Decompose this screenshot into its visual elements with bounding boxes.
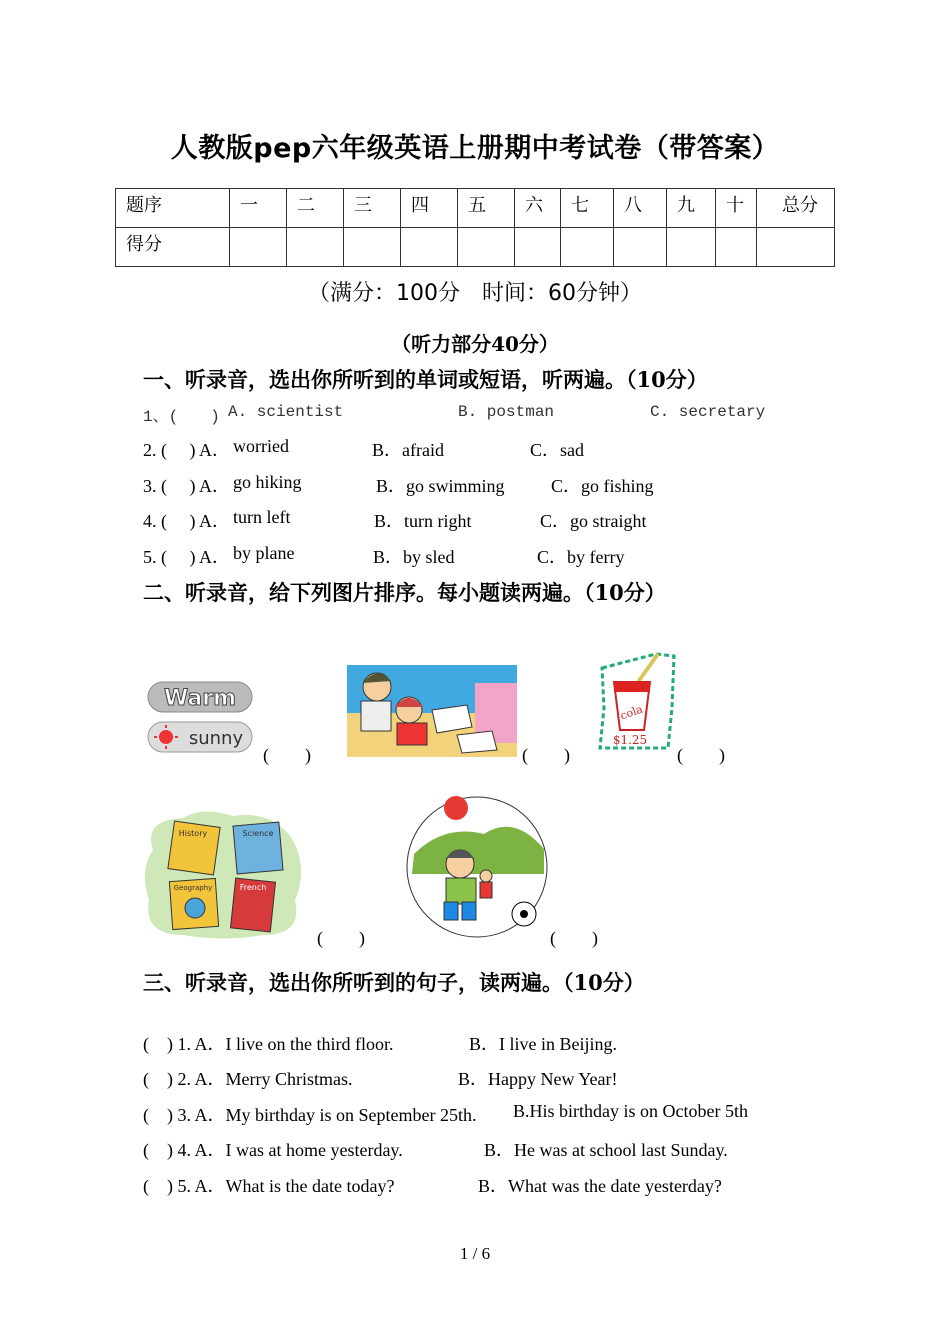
q2-option-c: C．sad [530, 440, 584, 460]
table-cell: 一 [230, 189, 287, 228]
cola-label: cola [618, 702, 645, 723]
q5-option-c: C．by ferry [537, 547, 625, 567]
q5-option-b: B．by sled [373, 547, 455, 567]
s3-q4-option-b: B．He was at school last Sunday. [484, 1140, 728, 1160]
score-table [115, 188, 835, 267]
s3-q3-option-a: ( ) 3. A．My birthday is on September 25th. [143, 1105, 477, 1125]
table-cell: 七 [561, 189, 614, 228]
book-history-label: History [178, 829, 208, 838]
q1-number: 1、( ) [143, 408, 220, 426]
price-label: $1.25 [612, 733, 648, 747]
q5-number: 5. ( ) A． [143, 547, 230, 567]
score-cell[interactable] [614, 228, 667, 267]
q3-number: 3. ( ) A． [143, 476, 230, 496]
score-cell[interactable] [458, 228, 515, 267]
q4-option-c: C．go straight [540, 511, 647, 531]
section-2-title: 二、听录音，给下列图片排序。每小题读两遍。（10分） [143, 580, 666, 605]
s3-q2-option-a: ( ) 2. A．Merry Christmas. [143, 1069, 353, 1089]
section-3-title: 三、听录音，选出你所听到的句子，读两遍。（10分） [143, 970, 645, 995]
sunny-label: sunny [188, 728, 244, 749]
score-cell[interactable] [561, 228, 614, 267]
s3-q4-option-a: ( ) 4. A．I was at home yesterday. [143, 1140, 403, 1160]
page-title: 人教版pep六年级英语上册期中考试卷（带答案） [170, 133, 780, 164]
q5-option-a: by plane [233, 543, 295, 563]
q4-option-b: B．turn right [374, 511, 472, 531]
cola-picture [596, 648, 680, 752]
q1-option-c: C. secretary [650, 403, 766, 421]
listening-header: （听力部分40分） [391, 332, 559, 356]
q1-option-b: B. postman [458, 403, 555, 421]
answer-blank[interactable]: ( ) [522, 745, 570, 765]
page-number: 1 / 6 [459, 1244, 491, 1263]
q2-number: 2. ( ) A． [143, 440, 230, 460]
q4-number: 4. ( ) A． [143, 511, 230, 531]
score-cell[interactable] [716, 228, 757, 267]
warm-label: Warm [163, 686, 237, 711]
table-cell: 三 [344, 189, 401, 228]
exam-meta: （满分：100分 时间：60分钟） [308, 281, 642, 306]
boy-playing-football-picture [404, 794, 550, 940]
score-cell[interactable] [287, 228, 344, 267]
answer-blank[interactable]: ( ) [263, 745, 311, 765]
table-cell: 二 [287, 189, 344, 228]
score-cell[interactable] [667, 228, 716, 267]
table-row [116, 189, 835, 228]
q2-option-a: worried [233, 436, 289, 456]
table-cell: 六 [515, 189, 561, 228]
q3-option-c: C．go fishing [551, 476, 654, 496]
score-cell[interactable] [401, 228, 458, 267]
score-cell[interactable] [757, 228, 835, 267]
table-cell: 十 [716, 189, 757, 228]
q3-option-b: B．go swimming [376, 476, 505, 496]
section-1-title: 一、听录音，选出你所听到的单词或短语，听两遍。（10分） [143, 367, 708, 392]
school-books-picture [143, 810, 303, 940]
table-cell: 八 [614, 189, 667, 228]
book-geography-label: Geography [173, 884, 213, 892]
answer-blank[interactable]: ( ) [677, 745, 725, 765]
score-cell[interactable] [344, 228, 401, 267]
q1-option-a: A. scientist [228, 403, 344, 421]
table-cell: 四 [401, 189, 458, 228]
s3-q5-option-b: B．What was the date yesterday? [478, 1176, 722, 1196]
weather-labels-picture [146, 680, 258, 758]
book-french-label: French [239, 883, 267, 892]
s3-q1-option-b: B．I live in Beijing. [469, 1034, 617, 1054]
q3-option-a: go hiking [233, 472, 302, 492]
score-cell[interactable] [230, 228, 287, 267]
answer-blank[interactable]: ( ) [550, 928, 598, 948]
s3-q5-option-a: ( ) 5. A．What is the date today? [143, 1176, 395, 1196]
s3-q3-option-b: B.His birthday is on October 5th [513, 1101, 748, 1121]
score-cell[interactable] [515, 228, 561, 267]
q2-option-b: B．afraid [372, 440, 444, 460]
table-cell: 五 [458, 189, 515, 228]
s3-q1-option-a: ( ) 1. A．I live on the third floor. [143, 1034, 394, 1054]
s3-q2-option-b: B．Happy New Year! [458, 1069, 618, 1089]
table-cell: 九 [667, 189, 716, 228]
answer-blank[interactable]: ( ) [317, 928, 365, 948]
table-cell: 总分 [757, 189, 835, 228]
q4-option-a: turn left [233, 507, 291, 527]
book-science-label: Science [242, 829, 274, 838]
children-drawing-picture [347, 665, 517, 757]
table-cell: 得分 [116, 228, 230, 267]
table-row [116, 228, 835, 267]
table-cell: 题序 [116, 189, 230, 228]
